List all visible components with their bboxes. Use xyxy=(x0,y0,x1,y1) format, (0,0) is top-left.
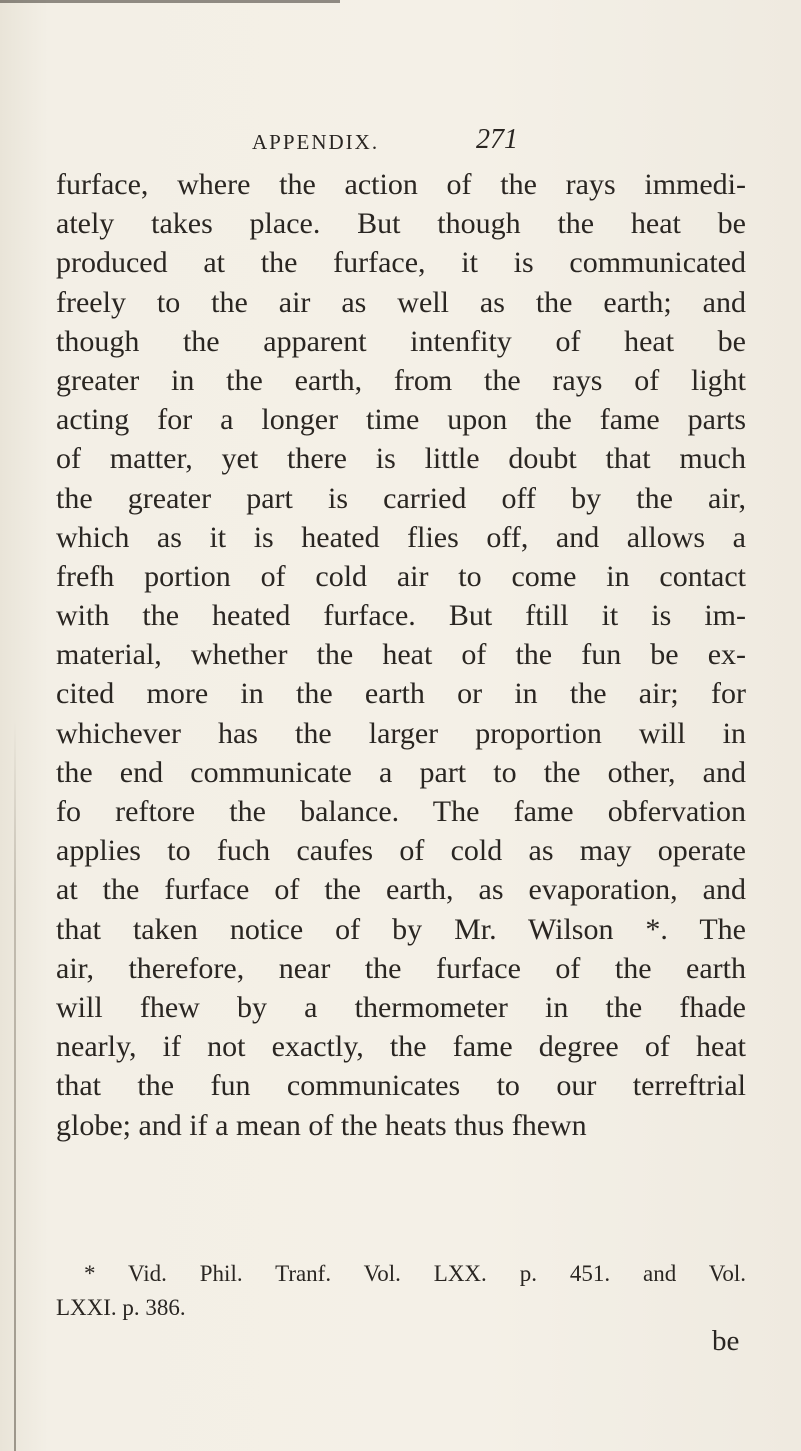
body-text xyxy=(56,165,746,1145)
text-line: frefh portion of cold air to come in contact xyxy=(56,559,746,593)
footnote xyxy=(56,1257,746,1325)
page-number: 271 xyxy=(476,124,518,155)
text-line: which as it is heated flies off, and allows a xyxy=(56,520,746,554)
page-header xyxy=(0,112,801,162)
top-edge-shadow xyxy=(0,0,340,3)
text-line: ately takes place. But though the heat be xyxy=(56,207,746,241)
text-line: air, therefore, near the furface of the earth xyxy=(56,951,746,985)
binding-edge-shadow xyxy=(14,720,16,1451)
text-line: furface, where the action of the rays immedi- xyxy=(56,168,746,201)
text-line: whichever has the larger proportion will in xyxy=(56,716,746,750)
text-line: material, whether the heat of the fun be ex- xyxy=(56,638,746,672)
running-head: APPENDIX. xyxy=(252,130,380,154)
text-line: though the apparent intenfity of heat be xyxy=(56,324,746,358)
catchword: be xyxy=(712,1325,740,1357)
text-line: greater in the earth, from the rays of light xyxy=(56,363,746,397)
text-line: fo reftore the balance. The fame obfervation xyxy=(56,795,746,828)
text-line: nearly, if not exactly, the fame degree of heat xyxy=(56,1030,746,1064)
text-line: freely to the air as well as the earth; and xyxy=(56,285,746,319)
text-line: globe; and if a mean of the heats thus fhewn xyxy=(56,1108,587,1142)
text-line: that taken notice of by Mr. Wilson *. The xyxy=(56,912,746,946)
text-line: the end communicate a part to the other, and xyxy=(56,755,746,789)
text-line: produced at the furface, it is communicated xyxy=(56,246,746,280)
text-line: cited more in the earth or in the air; for xyxy=(56,677,746,711)
text-line: the greater part is carried off by the air, xyxy=(56,481,746,515)
text-line: applies to fuch caufes of cold as may operate xyxy=(56,834,746,868)
text-line: of matter, yet there is little doubt that much xyxy=(56,442,746,476)
footnote-line: * Vid. Phil. Tranf. Vol. LXX. p. 451. and Vol. xyxy=(84,1261,746,1286)
text-line: acting for a longer time upon the fame parts xyxy=(56,403,746,437)
text-line: with the heated furface. But ftill it is im- xyxy=(56,599,746,633)
text-line: at the furface of the earth, as evaporation, and xyxy=(56,873,746,907)
text-line: will fhew by a thermometer in the fhade xyxy=(56,990,746,1024)
footnote-line: LXXI. p. 386. xyxy=(56,1295,186,1320)
text-line: that the fun communicates to our terreftrial xyxy=(56,1069,746,1103)
